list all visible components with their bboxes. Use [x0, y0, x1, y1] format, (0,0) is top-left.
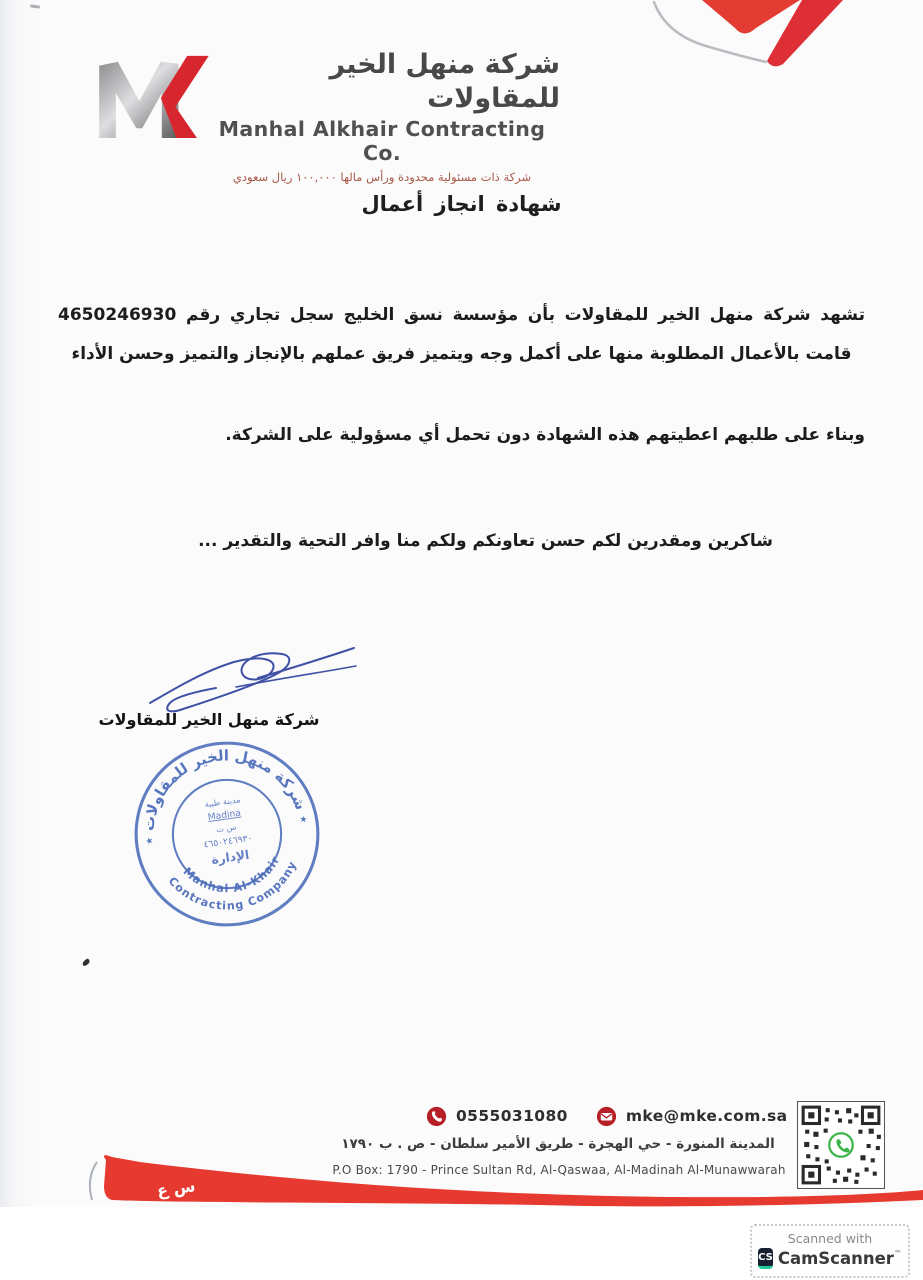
- stamp-arc-text-english-2: Manhal Al-Khair: [180, 853, 283, 896]
- company-name-english: Manhal Alkhair Contracting Co.: [218, 116, 546, 165]
- letterhead-text: [200, 48, 564, 184]
- company-name-arabic: شركة منهل الخير للمقاولات: [329, 49, 560, 114]
- scan-artifact-top: [30, 4, 40, 8]
- stamp-center-line-3: س ت: [215, 821, 237, 835]
- body-paragraph-1: تشهد شركة منهل الخير للمقاولات بأن مؤسسة نسق الخليج سجل تجاري رقم 4650246930 قامت بالأعمال المطلوبة منها على أكمل وجه ويتميز فريق عملهم بالإنجاز والتميز وحسن الأداء: [58, 305, 865, 365]
- ribbon-text-fragment: س ع: [155, 1176, 197, 1201]
- letterhead-corner-decoration: [650, 0, 923, 72]
- footer-email-address: mke@mke.com.sa: [625, 1107, 788, 1125]
- ribbon-shape: [104, 1155, 923, 1206]
- camscanner-brand: CamScanner™: [777, 1249, 902, 1268]
- company-stamp: [117, 724, 336, 943]
- ink-speck: [81, 958, 90, 967]
- footer-contact-row: [426, 1103, 796, 1129]
- phone-icon: [426, 1106, 447, 1127]
- camscanner-logo-icon: CS: [758, 1248, 773, 1269]
- stamp-center-line-2: Madina: [207, 807, 242, 824]
- footer-address-english: P.O Box: 1790 - Prince Sultan Rd, Al-Qaswaa, Al-Madinah Al-Munawwarah: [332, 1163, 786, 1177]
- email-icon: [596, 1106, 617, 1127]
- corner-red-triangle: [702, 0, 800, 34]
- stamp-center-line-5: الإدارة: [210, 847, 251, 867]
- closing-paragraph: شاكرين ومقدرين لكم حسن تعاونكم ولكم منا وافر التحية والتقدير ...: [198, 531, 773, 551]
- ribbon-gray-curl: [90, 1162, 97, 1200]
- camscanner-caption: Scanned with: [787, 1231, 873, 1246]
- certificate-title: شهادة انجاز أعمال: [361, 192, 562, 216]
- stamp-center-line-1: مدينة طيبة: [203, 794, 242, 810]
- footer-phone-number: 0555031080: [456, 1107, 568, 1125]
- signatory-name: شركة منهل الخير للمقاولات: [98, 710, 320, 729]
- footer-address-arabic: المدينة المنورة - حي الهجرة - طريق الأمير سلطان - ص . ب ١٧٩٠: [341, 1136, 775, 1152]
- stamp-arc-text-arabic: ٭ شركة منهل الخير للمقاولات ٭: [140, 747, 313, 846]
- camscanner-watermark: [750, 1224, 910, 1278]
- company-subtitle-arabic: شركة ذات مسئولية محدودة ورأس مالها ١٠٠,٠٠٠ ريال سعودي: [232, 169, 532, 184]
- body-paragraph-2: وبناء على طلبهم اعطيتهم هذه الشهادة دون تحمل أي مسؤولية على الشركة.: [225, 425, 865, 445]
- footer-red-ribbon: [0, 1150, 923, 1208]
- stamp-center-line-4: ٤٦٥٠٢٤٦٩٣٠: [202, 832, 254, 851]
- company-logo-mk: [93, 52, 211, 140]
- stamp-arc-text-english-1: Contracting Company: [165, 858, 300, 913]
